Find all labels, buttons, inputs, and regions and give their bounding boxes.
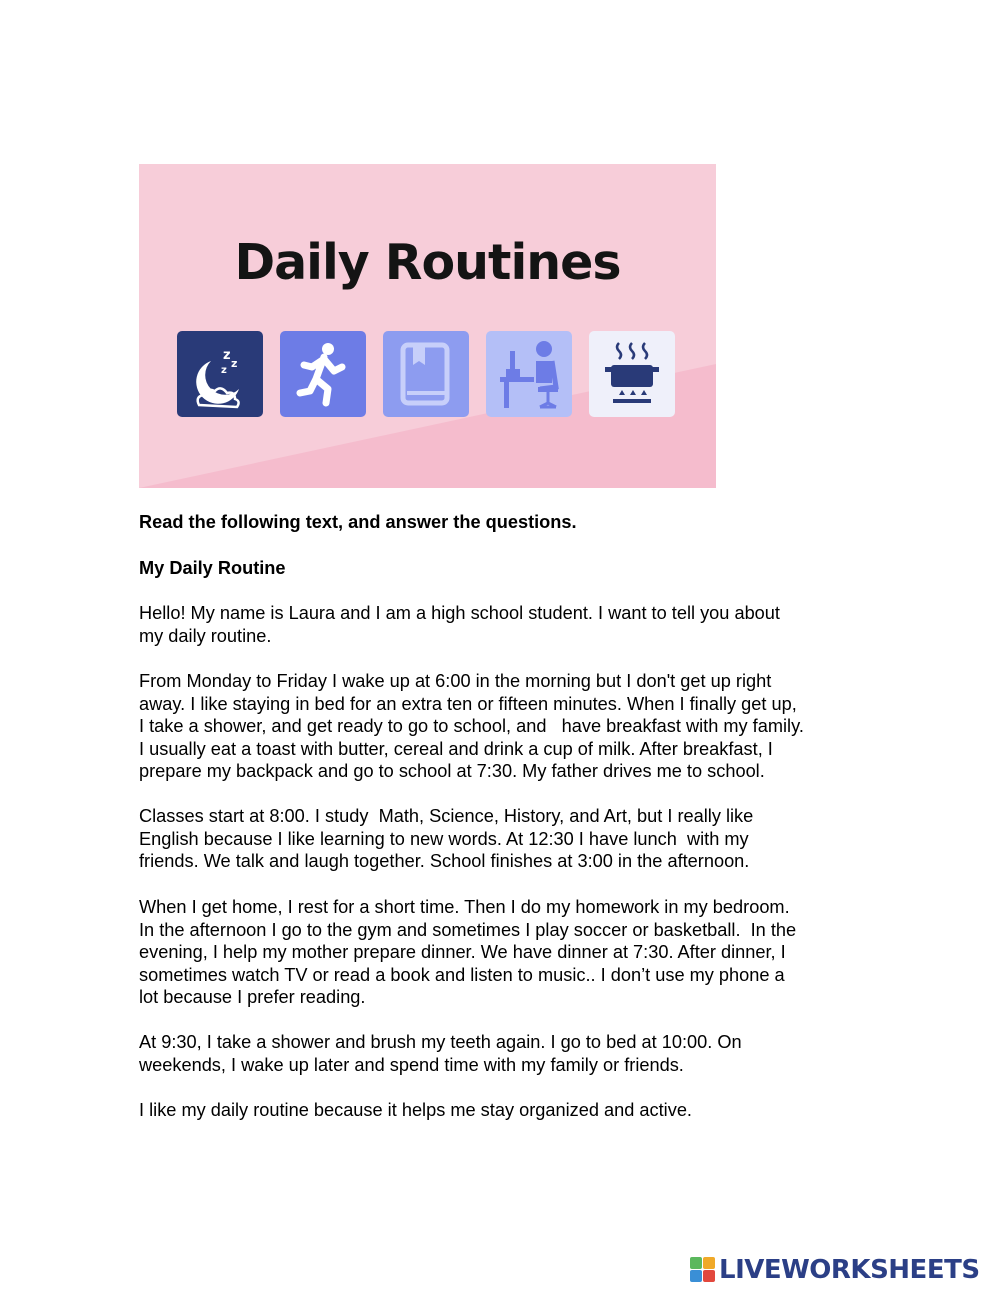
- svg-text:z: z: [223, 348, 231, 363]
- text-line: English because I like learning to new words. At 12:30 I have lunch with my: [139, 828, 749, 849]
- text-line: away. I like staying in bed for an extra ten or fifteen minutes. When I finally get up,: [139, 693, 797, 714]
- banner-background: [139, 164, 716, 488]
- sleep-moon-icon: [177, 331, 263, 417]
- logo-badge-icon: [690, 1257, 716, 1283]
- text-line: friends. We talk and laugh together. School finishes at 3:00 in the afternoon.: [139, 851, 750, 871]
- paragraph-afternoon: [139, 896, 879, 1009]
- person-at-desk-icon: [486, 331, 572, 417]
- paragraph-conclusion: [139, 1099, 879, 1122]
- svg-text:z: z: [221, 365, 227, 376]
- story-title: My Daily Routine: [139, 558, 286, 578]
- paragraph-morning: [139, 670, 879, 783]
- liveworksheets-logo: [690, 1254, 990, 1286]
- text-line: At 9:30, I take a shower and brush my teeth again. I go to bed at 10:00. On: [139, 1032, 742, 1052]
- text-line: Hello! My name is Laura and I am a high school student. I want to tell you about: [139, 603, 780, 623]
- text-line: I like my daily routine because it helps me stay organized and active.: [139, 1100, 692, 1120]
- daily-routines-banner: [139, 164, 716, 488]
- text-line: evening, I help my mother prepare dinner. We have dinner at 7:30. After dinner, I: [139, 942, 786, 962]
- book-icon: [383, 331, 469, 417]
- instructions: Read the following text, and answer the questions.: [139, 512, 577, 532]
- text-line: I take a shower, and get ready to go to school, and have breakfast with my family.: [139, 716, 804, 736]
- text-line: sometimes watch TV or read a book and listen to music.. I don’t use my phone a: [139, 964, 785, 985]
- paragraph-school: [139, 805, 879, 873]
- text-line: weekends, I wake up later and spend time with my family or friends.: [139, 1054, 684, 1075]
- cooking-pot-icon: [589, 331, 675, 417]
- paragraph-intro: [139, 602, 879, 647]
- text-line: In the afternoon I go to the gym and sometimes I play soccer or basketball. In the: [139, 919, 797, 940]
- logo-text: LIVEWORKSHEETS: [719, 1255, 980, 1285]
- svg-text:z: z: [231, 357, 238, 370]
- text-line: prepare my backpack and go to school at 7:30. My father drives me to school.: [139, 761, 765, 781]
- paragraph-night: [139, 1031, 879, 1076]
- text-line: Classes start at 8:00. I study Math, Science, History, and Art, but I really like: [139, 806, 754, 826]
- text-line: I usually eat a toast with butter, cereal and drink a cup of milk. After breakfast, I: [139, 738, 773, 759]
- text-line: From Monday to Friday I wake up at 6:00 in the morning but I don't get up right: [139, 671, 772, 691]
- text-line: my daily routine.: [139, 625, 272, 646]
- text-line: When I get home, I rest for a short time. Then I do my homework in my bedroom.: [139, 897, 790, 917]
- text-line: lot because I prefer reading.: [139, 987, 366, 1007]
- banner-title: Daily Routines: [234, 234, 621, 291]
- running-person-icon: [280, 331, 366, 417]
